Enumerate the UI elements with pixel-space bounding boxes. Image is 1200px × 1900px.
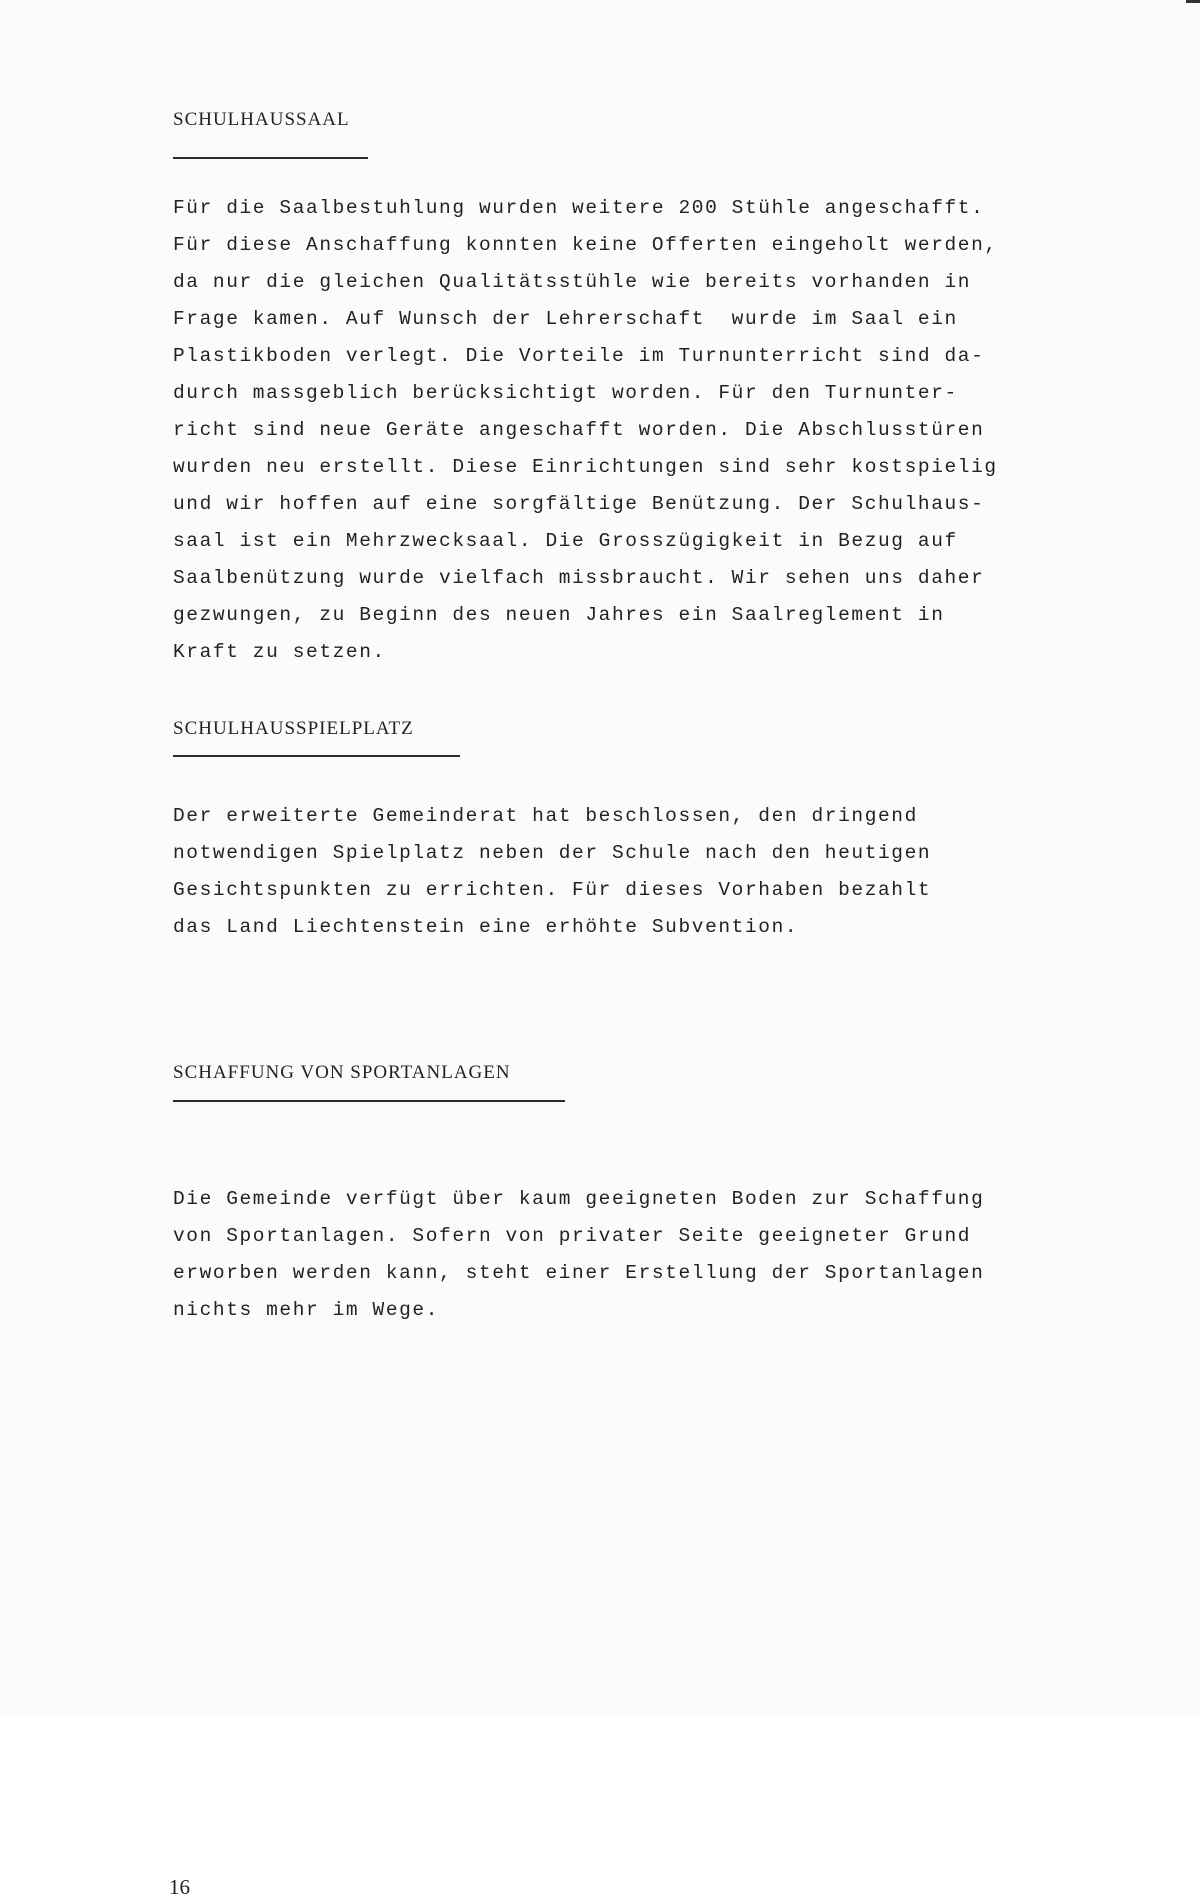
page-number: 16 xyxy=(169,1875,190,1899)
section-heading-schulhausspielplatz: SCHULHAUSSPIELPLATZ xyxy=(173,718,414,739)
text-line: erworben werden kann, steht einer Erstellung der Sportanlagen xyxy=(173,1262,985,1284)
text-line: gezwungen, zu Beginn des neuen Jahres ein Saalreglement in xyxy=(173,604,945,626)
text-line: und wir hoffen auf eine sorgfältige Benützung. Der Schulhaus- xyxy=(173,493,985,515)
text-line: wurden neu erstellt. Diese Einrichtungen sind sehr kostspielig xyxy=(173,456,998,478)
text-line: notwendigen Spielplatz neben der Schule nach den heutigen xyxy=(173,842,932,864)
text-line: Plastikboden verlegt. Die Vorteile im Turnunterricht sind da- xyxy=(173,345,985,367)
heading-underline xyxy=(173,157,368,159)
text-line: durch massgeblich berücksichtigt worden. Für den Turnunter- xyxy=(173,382,958,404)
text-line: richt sind neue Geräte angeschafft worden. Die Abschlusstüren xyxy=(173,419,985,441)
text-line: nichts mehr im Wege. xyxy=(173,1299,440,1321)
text-line: Frage kamen. Auf Wunsch der Lehrerschaft wurde im Saal ein xyxy=(173,308,958,330)
text-line: Für diese Anschaffung konnten keine Offerten eingeholt werden, xyxy=(173,234,998,256)
text-line: von Sportanlagen. Sofern von privater Seite geeigneter Grund xyxy=(173,1225,972,1247)
heading-underline xyxy=(173,1100,565,1102)
section-paragraph-schaffung-von-sportanlagen xyxy=(173,1181,984,1329)
text-line: Gesichtspunkten zu errichten. Für dieses Vorhaben bezahlt xyxy=(173,879,932,901)
section-paragraph-schulhausspielplatz xyxy=(173,798,931,946)
text-line: da nur die gleichen Qualitätsstühle wie bereits vorhanden in xyxy=(173,271,972,293)
text-line: saal ist ein Mehrzwecksaal. Die Grosszügigkeit in Bezug auf xyxy=(173,530,958,552)
text-line: Kraft zu setzen. xyxy=(173,641,386,663)
section-heading-schulhaussaal: SCHULHAUSSAAL xyxy=(173,109,350,130)
section-paragraph-schulhaussaal xyxy=(173,190,998,671)
text-line: Für die Saalbestuhlung wurden weitere 200 Stühle angeschafft. xyxy=(173,197,985,219)
section-heading-schaffung-von-sportanlagen: SCHAFFUNG VON SPORTANLAGEN xyxy=(173,1062,511,1083)
text-line: Der erweiterte Gemeinderat hat beschlossen, den dringend xyxy=(173,805,918,827)
heading-underline xyxy=(173,755,460,757)
scan-edge-mark xyxy=(1186,0,1200,3)
text-line: Saalbenützung wurde vielfach missbraucht. Wir sehen uns daher xyxy=(173,567,985,589)
text-line: Die Gemeinde verfügt über kaum geeigneten Boden zur Schaffung xyxy=(173,1188,985,1210)
text-line: das Land Liechtenstein eine erhöhte Subvention. xyxy=(173,916,799,938)
